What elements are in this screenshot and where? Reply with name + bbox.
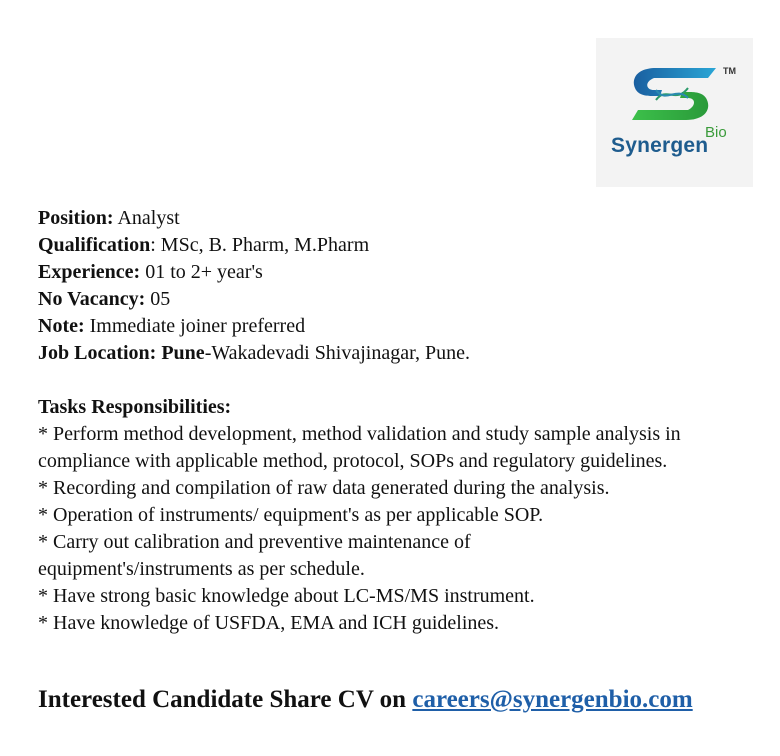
synergen-bio-logo — [596, 38, 753, 187]
task-item: * Have knowledge of USFDA, EMA and ICH guidelines. — [38, 612, 500, 634]
detail-qualification: Qualification: MSc, B. Pharm, M.Pharm — [38, 234, 370, 256]
logo-suffix: Bio — [705, 124, 727, 141]
task-item: * Carry out calibration and preventive maintenance of equipment's/instruments as per schedule. — [38, 531, 471, 580]
trademark: TM — [723, 66, 736, 76]
task-item: * Perform method development, method validation and study sample analysis in compliance with applicable method, protocol, SOPs and regulatory guidelines. — [38, 423, 681, 472]
task-item: * Have strong basic knowledge about LC-MS/MS instrument. — [38, 585, 535, 607]
detail-vacancy: No Vacancy: 05 — [38, 288, 171, 310]
detail-location: Job Location: Pune-Wakadevadi Shivajinagar, Pune. — [38, 342, 470, 364]
job-posting — [38, 205, 758, 637]
email-link[interactable]: careers@synergenbio.com — [412, 686, 693, 713]
call-to-action: Interested Candidate Share CV on careers@synergenbio.com — [38, 686, 693, 713]
detail-position: Position: Analyst — [38, 207, 180, 229]
detail-note: Note: Immediate joiner preferred — [38, 315, 306, 337]
tasks-heading: Tasks Responsibilities: — [38, 396, 232, 418]
logo-s-mark-icon — [596, 38, 753, 138]
task-item: * Recording and compilation of raw data generated during the analysis. — [38, 477, 610, 499]
logo-name: Synergen — [611, 134, 709, 157]
task-item: * Operation of instruments/ equipment's as per applicable SOP. — [38, 504, 544, 526]
detail-experience: Experience: 01 to 2+ year's — [38, 261, 263, 283]
